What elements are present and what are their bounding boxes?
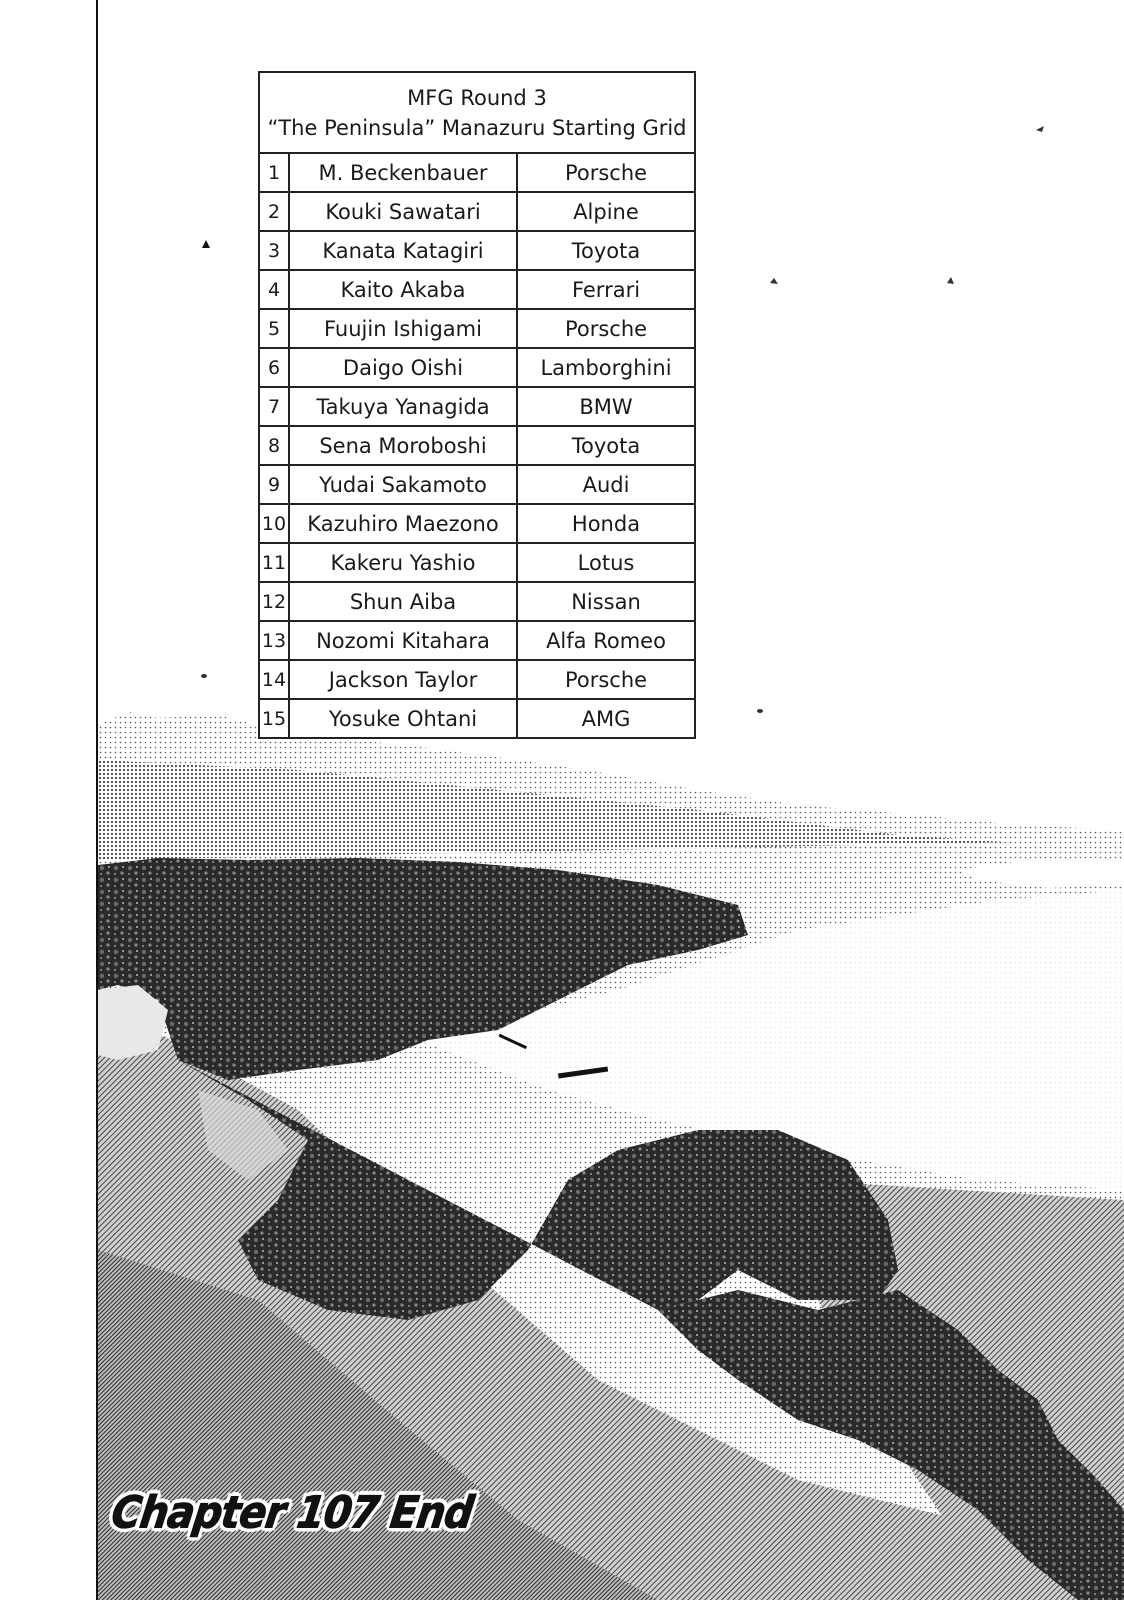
driver-name: Kazuhiro Maezono xyxy=(289,504,517,543)
driver-name: Kakeru Yashio xyxy=(289,543,517,582)
car-maker: Honda xyxy=(517,504,695,543)
grid-position: 14 xyxy=(259,660,289,699)
starting-grid-table xyxy=(258,71,696,739)
table-row xyxy=(259,387,695,426)
table-row xyxy=(259,270,695,309)
driver-name: Jackson Taylor xyxy=(289,660,517,699)
table-title-line-1: MFG Round 3 xyxy=(407,85,547,110)
table-row xyxy=(259,309,695,348)
grid-position: 12 xyxy=(259,582,289,621)
car-maker: Alfa Romeo xyxy=(517,621,695,660)
car-maker: Porsche xyxy=(517,660,695,699)
table-header-row xyxy=(259,72,695,153)
table-title-line-2: “The Peninsula” Manazuru Starting Grid xyxy=(267,115,687,140)
car-maker: Toyota xyxy=(517,426,695,465)
driver-name: Kouki Sawatari xyxy=(289,192,517,231)
driver-name: Daigo Oishi xyxy=(289,348,517,387)
grid-position: 7 xyxy=(259,387,289,426)
grid-position: 9 xyxy=(259,465,289,504)
driver-name: Nozomi Kitahara xyxy=(289,621,517,660)
driver-name: Takuya Yanagida xyxy=(289,387,517,426)
table-row xyxy=(259,465,695,504)
table-row xyxy=(259,504,695,543)
car-maker: Porsche xyxy=(517,153,695,192)
table-row xyxy=(259,543,695,582)
table-title xyxy=(259,72,695,153)
grid-position: 15 xyxy=(259,699,289,738)
car-maker: Nissan xyxy=(517,582,695,621)
table-row xyxy=(259,153,695,192)
grid-position: 10 xyxy=(259,504,289,543)
table-row xyxy=(259,348,695,387)
driver-name: M. Beckenbauer xyxy=(289,153,517,192)
grid-position: 2 xyxy=(259,192,289,231)
table-row xyxy=(259,582,695,621)
car-maker: AMG xyxy=(517,699,695,738)
table-row xyxy=(259,621,695,660)
driver-name: Yosuke Ohtani xyxy=(289,699,517,738)
table-row xyxy=(259,192,695,231)
table-row xyxy=(259,426,695,465)
car-maker: Audi xyxy=(517,465,695,504)
table-row xyxy=(259,660,695,699)
driver-name: Yudai Sakamoto xyxy=(289,465,517,504)
car-maker: Toyota xyxy=(517,231,695,270)
car-maker: Lotus xyxy=(517,543,695,582)
driver-name: Kaito Akaba xyxy=(289,270,517,309)
car-maker: BMW xyxy=(517,387,695,426)
grid-position: 11 xyxy=(259,543,289,582)
chapter-end-caption: Chapter 107 End xyxy=(108,1487,476,1539)
table-row xyxy=(259,699,695,738)
car-maker: Ferrari xyxy=(517,270,695,309)
grid-position: 8 xyxy=(259,426,289,465)
grid-position: 3 xyxy=(259,231,289,270)
driver-name: Fuujin Ishigami xyxy=(289,309,517,348)
table-row xyxy=(259,231,695,270)
grid-position: 13 xyxy=(259,621,289,660)
grid-position: 5 xyxy=(259,309,289,348)
car-maker: Alpine xyxy=(517,192,695,231)
driver-name: Kanata Katagiri xyxy=(289,231,517,270)
car-maker: Lamborghini xyxy=(517,348,695,387)
grid-position: 1 xyxy=(259,153,289,192)
driver-name: Shun Aiba xyxy=(289,582,517,621)
car-maker: Porsche xyxy=(517,309,695,348)
grid-position: 6 xyxy=(259,348,289,387)
driver-name: Sena Moroboshi xyxy=(289,426,517,465)
grid-position: 4 xyxy=(259,270,289,309)
